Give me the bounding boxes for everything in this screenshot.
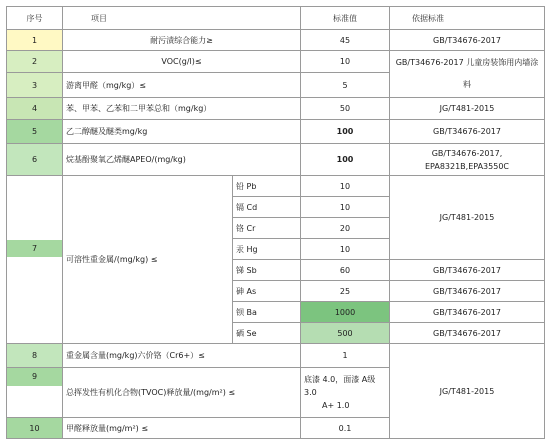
header-std: 标准值 <box>301 7 390 30</box>
metal-name: 锑 Sb <box>233 260 301 281</box>
table-row <box>7 176 545 197</box>
standards-table <box>6 6 545 439</box>
row-no: 10 <box>7 418 63 439</box>
row-std: 45 <box>301 30 390 51</box>
tvoc-line-3: A+ 1.0 <box>322 401 350 410</box>
row-no-label: 9 <box>7 368 62 386</box>
table-row <box>7 344 545 368</box>
metal-name: 镉 Cd <box>233 197 301 218</box>
row-item: 苯、甲苯、乙苯和二甲苯总和（mg/kg） <box>63 98 301 120</box>
row-item: 总挥发性有机化合物(TVOC)释放量/(mg/m²) ≤ <box>63 368 301 418</box>
row-basis: GB/T34676-2017, EPA8321B,EPA3550C <box>390 144 545 176</box>
row-item: 乙二醇醚及醚类mg/kg <box>63 120 301 144</box>
header-no: 序号 <box>7 7 63 30</box>
metal-name: 钡 Ba <box>233 302 301 323</box>
row-std: 10 <box>301 51 390 73</box>
row-basis: JG/T481-2015 <box>390 176 545 260</box>
table-row <box>7 30 545 51</box>
row-std: 5 <box>301 73 390 98</box>
metal-std: 500 <box>301 323 390 344</box>
row-no: 3 <box>7 73 63 98</box>
row-std: 100 <box>301 144 390 176</box>
row-basis: JG/T481-2015 <box>390 98 545 120</box>
metal-std: 20 <box>301 218 390 239</box>
row-basis: GB/T34676-2017 儿童房装饰用内墙涂料 <box>390 51 545 98</box>
row-no: 8 <box>7 344 63 368</box>
tvoc-line-1: 底漆 4.0，面漆 A级 <box>304 375 376 384</box>
row-item: 游离甲醛（mg/kg）≤ <box>63 73 301 98</box>
row-item: 烷基酚聚氧乙烯醚APEO/(mg/kg) <box>63 144 301 176</box>
row-basis: GB/T34676-2017 <box>390 120 545 144</box>
metal-name: 硒 Se <box>233 323 301 344</box>
metal-name: 砷 As <box>233 281 301 302</box>
row-no <box>7 176 63 344</box>
row-no-label: 7 <box>7 240 62 257</box>
row-no: 5 <box>7 120 63 144</box>
metal-std: 10 <box>301 197 390 218</box>
metal-name: 铬 Cr <box>233 218 301 239</box>
metal-std: 10 <box>301 239 390 260</box>
row-basis: GB/T34676-2017 <box>390 281 545 302</box>
row-std: 50 <box>301 98 390 120</box>
metal-name: 铅 Pb <box>233 176 301 197</box>
table-header-row <box>7 7 545 30</box>
table-row <box>7 120 545 144</box>
table-row <box>7 144 545 176</box>
row-item: 甲醛释放量(mg/m²) ≤ <box>63 418 301 439</box>
row-no: 2 <box>7 51 63 73</box>
header-basis: 依据标准 <box>390 7 545 30</box>
metal-std: 25 <box>301 281 390 302</box>
row-std: 0.1 <box>301 418 390 439</box>
row-basis: GB/T34676-2017 <box>390 30 545 51</box>
row-no: 4 <box>7 98 63 120</box>
table-row <box>7 51 545 73</box>
row-item: 可溶性重金属/(mg/kg) ≤ <box>63 176 233 344</box>
metal-std: 60 <box>301 260 390 281</box>
row-basis: GB/T34676-2017 <box>390 323 545 344</box>
header-item: 项目 <box>63 7 301 30</box>
tvoc-line-2: 3.0 <box>304 388 317 397</box>
metal-name: 汞 Hg <box>233 239 301 260</box>
row-no <box>7 368 63 418</box>
row-std: 1 <box>301 344 390 368</box>
row-basis: GB/T34676-2017 <box>390 260 545 281</box>
row-basis: GB/T34676-2017 <box>390 302 545 323</box>
metal-std: 10 <box>301 176 390 197</box>
row-basis: JG/T481-2015 <box>390 344 545 439</box>
row-no: 6 <box>7 144 63 176</box>
row-item: 重金属含量(mg/kg)六价铬（Cr6+）≤ <box>63 344 301 368</box>
row-std <box>301 368 390 418</box>
row-no: 1 <box>7 30 63 51</box>
row-std: 100 <box>301 120 390 144</box>
row-item: VOC(g/l)≤ <box>63 51 301 73</box>
table-row <box>7 98 545 120</box>
metal-std: 1000 <box>301 302 390 323</box>
row-item: 耐污渍综合能力≥ <box>63 30 301 51</box>
